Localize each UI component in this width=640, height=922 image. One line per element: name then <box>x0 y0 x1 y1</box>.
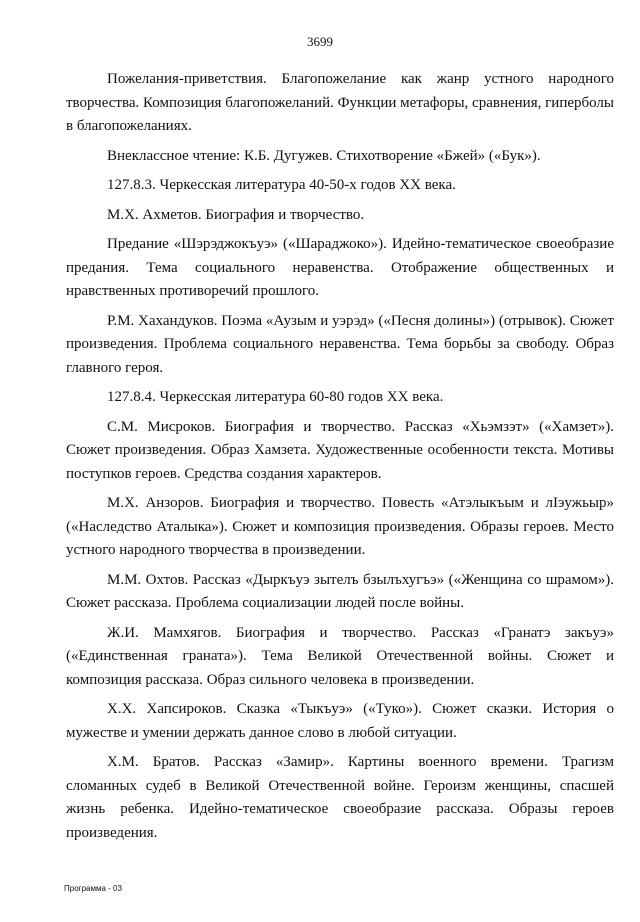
paragraph-okhtov: М.М. Охтов. Рассказ «Дыркъуэ зытелъ бзылъхугъэ» («Женщина со шрамом»). Сюжет рассказа. Проблема социализации людей после войны. <box>66 571 614 611</box>
paragraph-greetings: Пожелания-приветствия. Благопожелание как жанр устного народного творчества. Композиция благопожеланий. Функции метафоры, сравнения, гиперболы в благопожеланиях. <box>66 71 614 134</box>
section-heading-127-8-4: 127.8.4. Черкесская литература 60-80 годов XX века. <box>107 389 444 405</box>
paragraph-akhmetov: М.Х. Ахметов. Биография и творчество. <box>107 206 365 223</box>
paragraph-sharadzhoko-legend: Предание «Шэрэджокъуэ» («Шараджоко»). Идейно-тематическое своеобразие предания. Тема социального неравенства. Отображение общественных и нравственных противоречий прошлого. <box>66 236 614 299</box>
paragraph-khapsirokov: Х.Х. Хапсироков. Сказка «Тыкъуэ» («Туко»). Сюжет сказки. История о мужестве и умении держать данное слово в любой ситуации. <box>66 701 614 741</box>
body-text <box>66 68 614 851</box>
paragraph-mamkhyagov: Ж.И. Мамхягов. Биография и творчество. Рассказ «Гранатэ закъуэ» («Единственная граната»). Тема Великой Отечественной войны. Сюжет и композиция рассказа. Образ сильного человека в произведении. <box>66 624 614 688</box>
paragraph-bratov: Х.М. Братов. Рассказ «Замир». Картины военного времени. Трагизм сломанных судеб в Великой Отечественной войне. Героизм женщины, спасшей жизнь ребенка. Идейно-тематическое своеобразие рассказа. Образы героев произведения. <box>66 754 614 841</box>
paragraph-extracurricular-reading: Внеклассное чтение: К.Б. Дугужев. Стихотворение «Бжей» («Бук»). <box>107 147 541 164</box>
paragraph-misrokov: С.М. Мисроков. Биография и творчество. Рассказ «Хьэмзэт» («Хамзет»). Сюжет произведения. Образ Хамзета. Художественные особенности текста. Мотивы поступков героев. Средства создания характеров. <box>66 418 614 482</box>
footer-program-label: Программа - 03 <box>64 884 122 893</box>
section-heading-127-8-3: 127.8.3. Черкесская литература 40-50-х годов XX века. <box>107 177 456 193</box>
paragraph-anzorov: М.Х. Анзоров. Биография и творчество. Повесть «Атэлыкъым и лІэужьыр» («Наследство Аталыка»). Сюжет и композиция произведения. Образы героев. Место устного народного творчества в произведении. <box>66 495 614 558</box>
paragraph-khakhandukov: Р.М. Хахандуков. Поэма «Аузым и уэрэд» («Песня долины») (отрывок). Сюжет произведения. Проблема социального неравенства. Тема борьбы за свободу. Образ главного героя. <box>66 312 614 376</box>
page-number: 3699 <box>307 34 333 49</box>
